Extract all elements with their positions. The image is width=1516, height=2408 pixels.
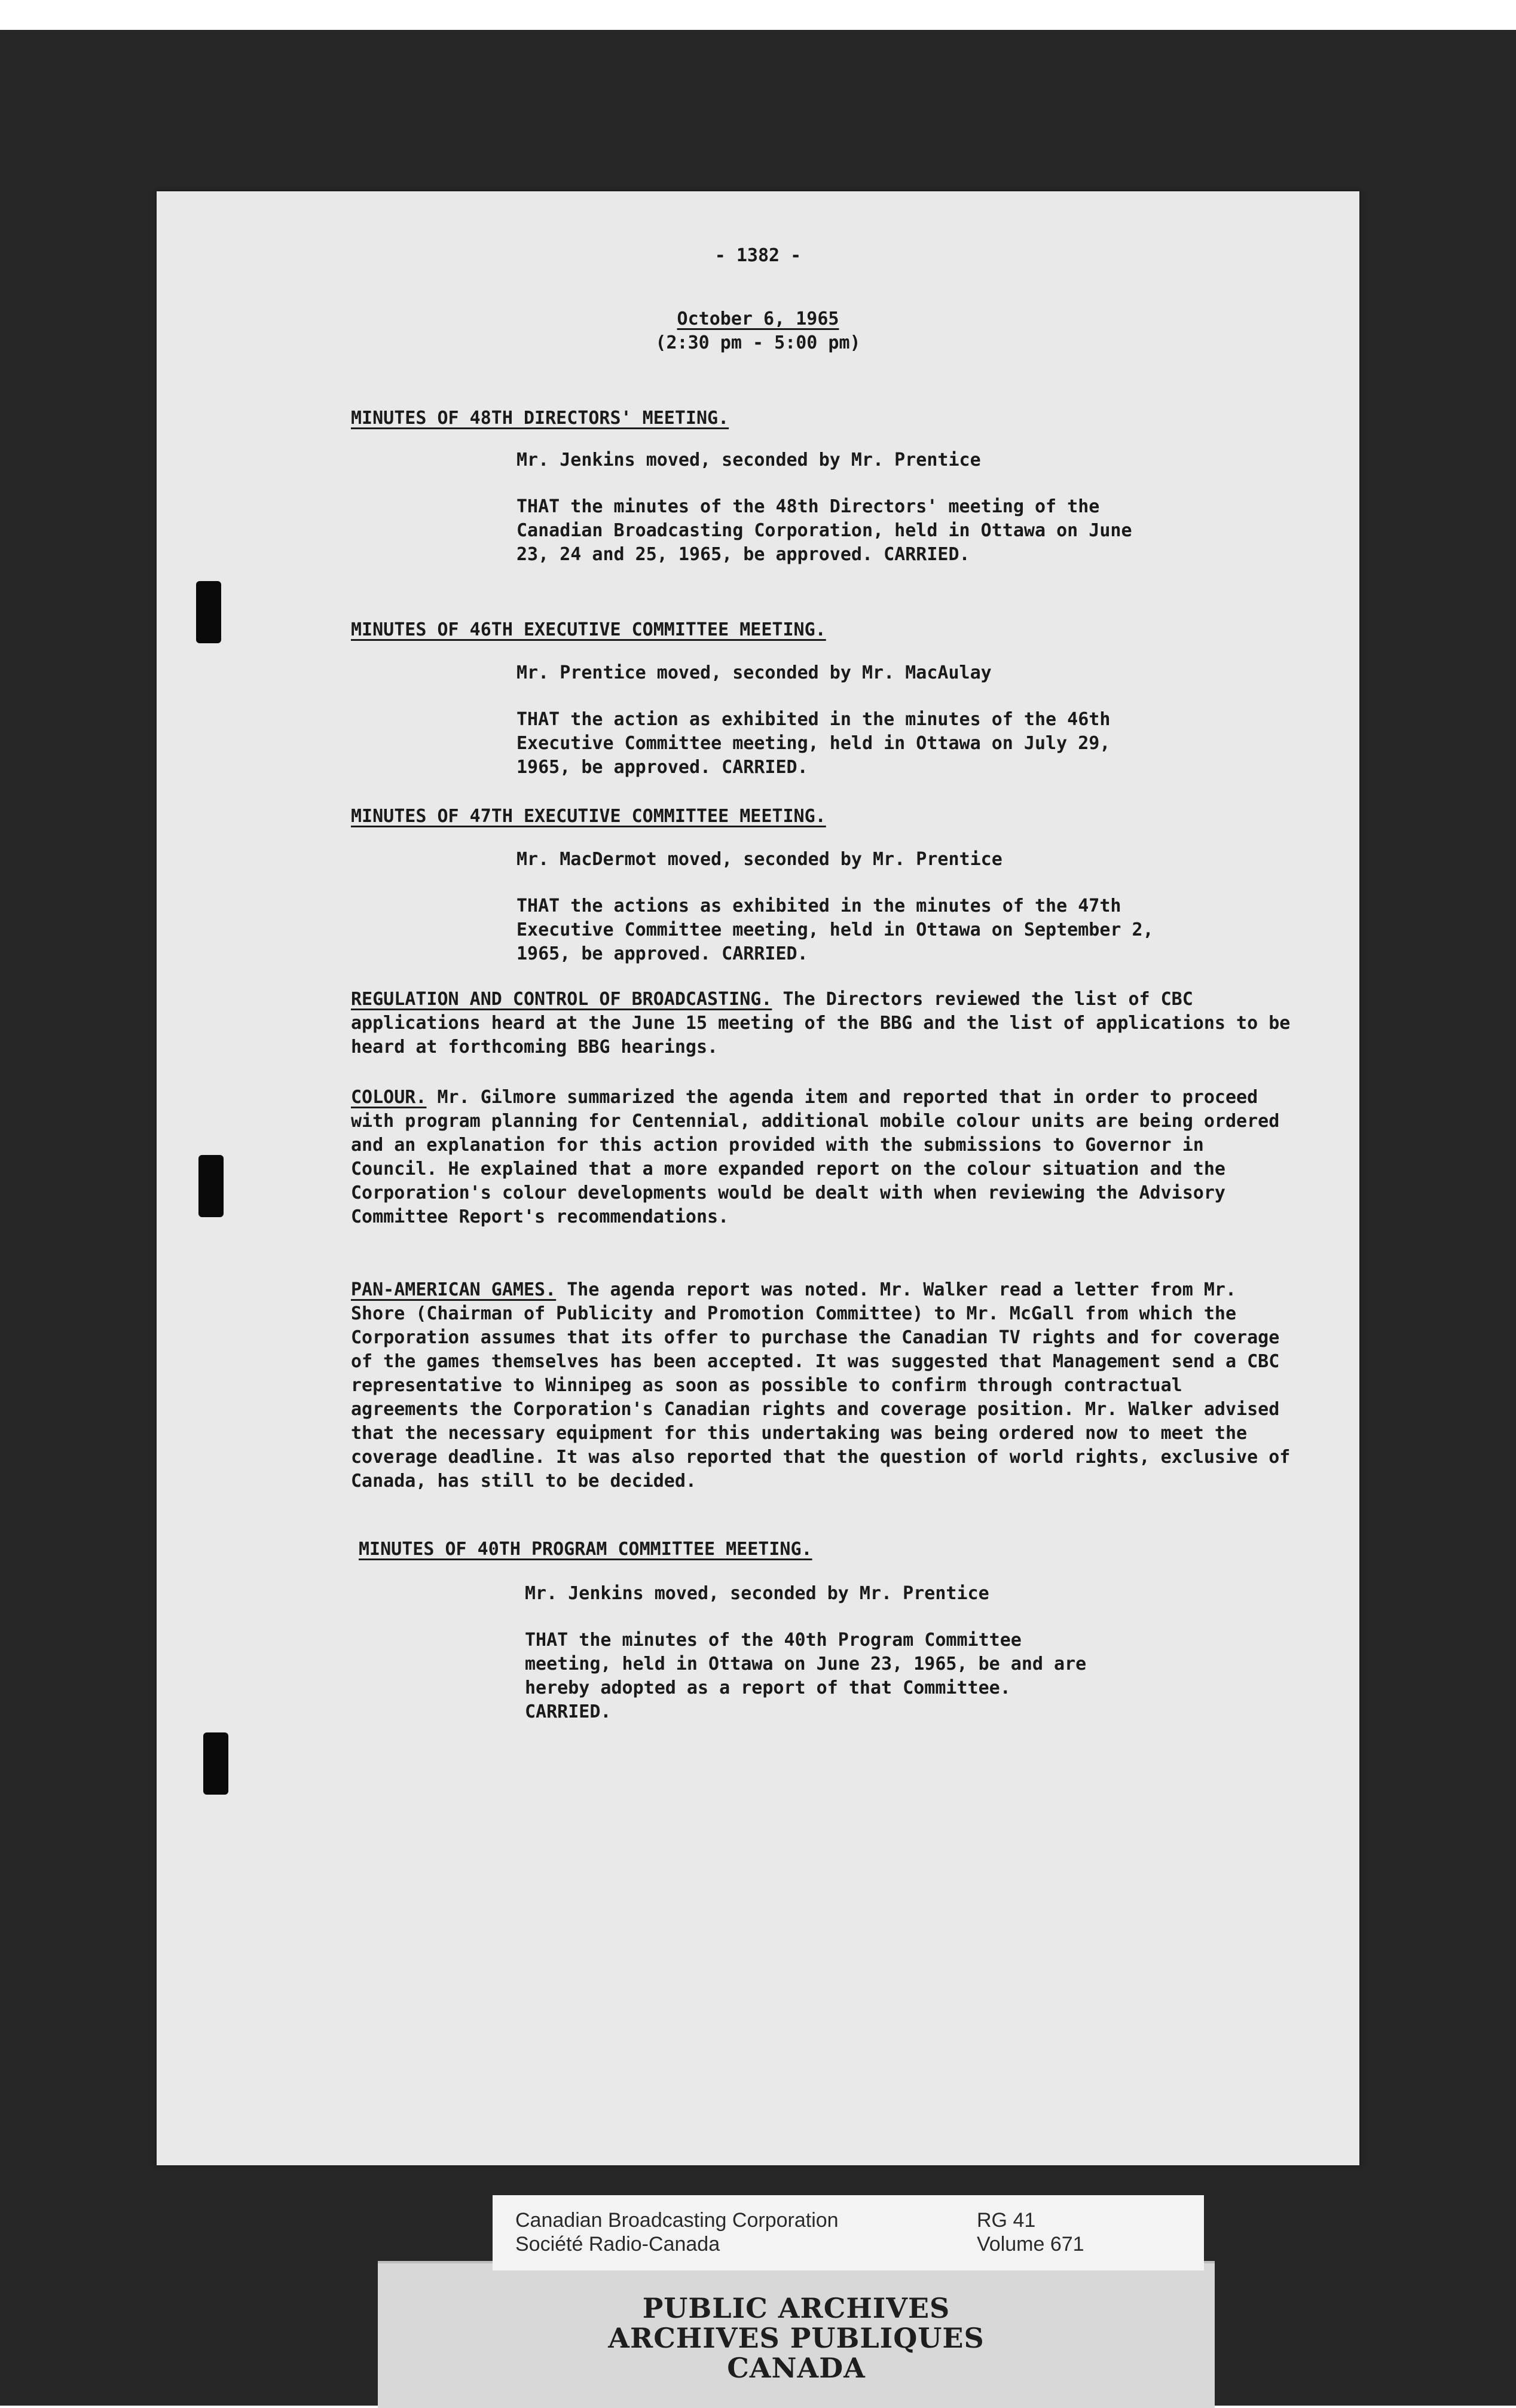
- paragraph-body: The agenda report was noted. Mr. Walker read a letter from Mr. Shore (Chairman of Publicity and Promotion Committee) to Mr. McGall from which the Corporation assumes that its offer to purchase the Canadian TV rights and for coverage of the games themselves has been accepted. It was suggested that Management send a CBC representative to Winnipeg as soon as possible to confirm through contractual agreements the Corporation's Canadian rights and coverage position. Mr. Walker advised that the necessary equipment for this undertaking was being ordered now to meet the coverage deadline. It was also reported that the question of world rights, exclusive of Canada, has still to be decided.: [351, 1279, 1291, 1492]
- motion-line: Mr. Prentice moved, seconded by Mr. MacAulay: [516, 662, 992, 683]
- paragraph-pan-american-games: [351, 1278, 1298, 1493]
- page-number: - 1382 -: [714, 245, 802, 266]
- paragraph-colour: [351, 1086, 1298, 1229]
- punch-hole: [203, 1732, 228, 1795]
- volume-number: Volume 671: [977, 2233, 1084, 2256]
- paragraph-body: Mr. Gilmore summarized the agenda item and reported that in order to proceed with program planning for Centennial, additional mobile colour units are being ordered and an explanation for this action provided with the submissions to Governor in Council. He explained that a more expanded report on the colour situation and the Corporation's colour developments would be dealt with when reviewing the Advisory Committee Report's recommendations.: [351, 1087, 1280, 1227]
- paragraph-lead-heading: COLOUR.: [351, 1087, 427, 1108]
- paragraph-lead-heading: PAN-AMERICAN GAMES.: [351, 1279, 557, 1300]
- section-heading-40th-program: MINUTES OF 40TH PROGRAM COMMITTEE MEETING.: [359, 1539, 812, 1560]
- archive-stamp: [378, 2195, 1215, 2406]
- archives-label-box: [378, 2261, 1215, 2408]
- resolution-text: THAT the minutes of the 40th Program Committee meeting, held in Ottawa on June 23, 1965, be and are hereby adopted as a report of that Committee. CARRIED.: [525, 1630, 1087, 1722]
- paragraph-lead-heading: REGULATION AND CONTROL OF BROADCASTING.: [351, 989, 772, 1010]
- organization-french: Société Radio-Canada: [515, 2233, 720, 2256]
- organization-english: Canadian Broadcasting Corporation: [515, 2209, 839, 2232]
- section-heading-46th-executive: MINUTES OF 46TH EXECUTIVE COMMITTEE MEETING.: [351, 619, 826, 640]
- motion-line: Mr. Jenkins moved, seconded by Mr. Prentice: [516, 450, 981, 470]
- meeting-date: October 6, 1965: [677, 308, 839, 329]
- meeting-time: (2:30 pm - 5:00 pm): [655, 332, 861, 353]
- archives-title-fr: ARCHIVES PUBLIQUES: [608, 2322, 985, 2354]
- motion-line: Mr. Jenkins moved, seconded by Mr. Prentice: [525, 1583, 989, 1604]
- resolution-text: THAT the actions as exhibited in the minutes of the 47th Executive Committee meeting, held in Ottawa on September 2, 1965, be approved. CARRIED.: [516, 896, 1154, 964]
- paragraph-body: The Directors reviewed the list of CBC applications heard at the June 15 meeting of the BBG and the list of applications to be heard at forthcoming BBG hearings.: [351, 989, 1291, 1058]
- document-page: [157, 191, 1359, 2165]
- archives-country: CANADA: [727, 2352, 866, 2384]
- resolution-text: THAT the action as exhibited in the minutes of the 46th Executive Committee meeting, held in Ottawa on July 29, 1965, be approved. CARRIED.: [516, 709, 1111, 778]
- resolution-text: THAT the minutes of the 48th Directors' meeting of the Canadian Broadcasting Corporation, held in Ottawa on June 23, 24 and 25, 1965, be approved. CARRIED.: [516, 496, 1132, 565]
- collection-label-card: [493, 2195, 1204, 2271]
- punch-hole: [196, 581, 221, 643]
- section-heading-48th-directors: MINUTES OF 48TH DIRECTORS' MEETING.: [351, 408, 729, 429]
- section-heading-47th-executive: MINUTES OF 47TH EXECUTIVE COMMITTEE MEETING.: [351, 806, 826, 827]
- record-group: RG 41: [977, 2209, 1036, 2232]
- punch-hole: [198, 1155, 224, 1217]
- archives-title-en: PUBLIC ARCHIVES: [642, 2292, 950, 2324]
- paragraph-regulation: [351, 988, 1298, 1059]
- motion-line: Mr. MacDermot moved, seconded by Mr. Prentice: [516, 849, 1002, 870]
